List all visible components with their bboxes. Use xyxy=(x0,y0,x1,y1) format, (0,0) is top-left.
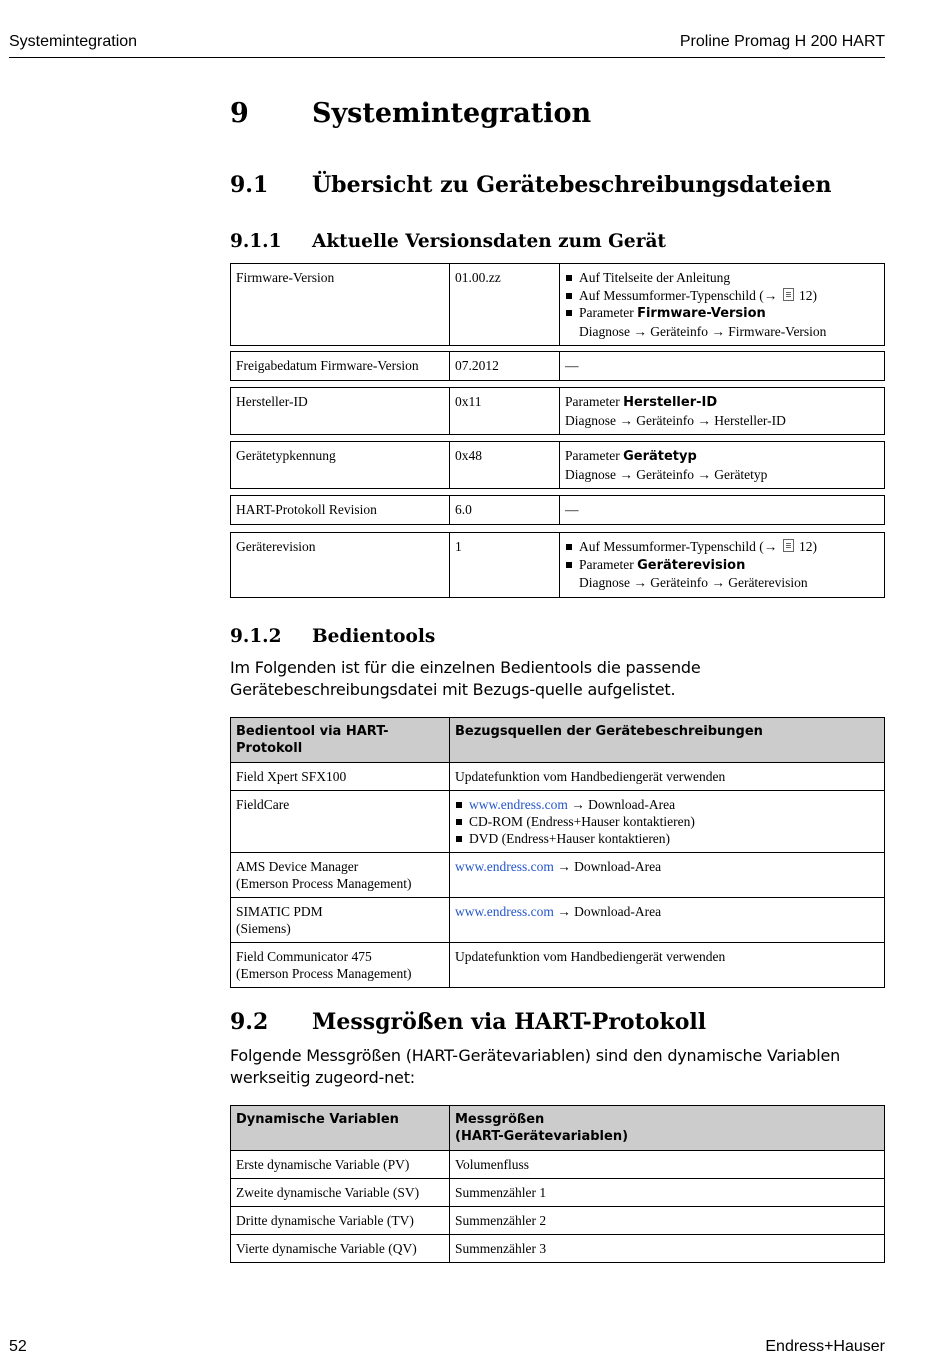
subsection-title: Aktuelle Versionsdaten zum Gerät xyxy=(312,231,666,252)
list-item: Auf Messumformer-Typenschild (→ 12) xyxy=(565,538,879,556)
chapter-number: 9 xyxy=(230,98,249,129)
table-row xyxy=(231,1151,885,1179)
menu-path: Diagnose → Geräteinfo → Firmware-Version xyxy=(579,323,827,339)
table-row xyxy=(231,442,885,489)
section-number: 9.2 xyxy=(230,1009,269,1035)
table-header-row xyxy=(231,1106,885,1151)
row-source xyxy=(560,533,885,598)
source-cell: Updatefunktion vom Handbediengerät verwenden xyxy=(450,943,885,988)
intro-paragraph-tools: Im Folgenden ist für die einzelnen Bedientools die passende Gerätebeschreibungsdatei mit Bezugs-quelle aufgelistet. xyxy=(230,658,701,699)
list-item: Parameter Geräterevision Diagnose → Geräteinfo → Geräterevision xyxy=(565,556,879,592)
row-source xyxy=(560,264,885,346)
variable-cell: Erste dynamische Variable (PV) xyxy=(231,1151,450,1179)
table-row xyxy=(231,1235,885,1263)
source-cell xyxy=(450,791,885,853)
row-label: Firmware-Version xyxy=(231,264,450,346)
table-row xyxy=(231,791,885,853)
section-title: Messgrößen via HART-Protokoll xyxy=(312,1009,707,1035)
list-item: www.endress.com → Download-Area xyxy=(455,796,879,813)
row-value: 1 xyxy=(450,533,560,598)
table-row xyxy=(231,352,885,381)
row-label: Freigabedatum Firmware-Version xyxy=(231,352,450,381)
row-value: 6.0 xyxy=(450,496,560,525)
value-cell: Summenzähler 3 xyxy=(450,1235,885,1263)
subsection-number: 9.1.2 xyxy=(230,626,282,647)
firmware-version-table xyxy=(230,263,885,346)
manufacturer-id-table xyxy=(230,387,885,435)
hart-revision-table xyxy=(230,495,885,525)
menu-path: Diagnose → Geräteinfo → Geräterevision xyxy=(579,575,808,590)
chapter-title: Systemintegration xyxy=(312,98,592,129)
release-date-table xyxy=(230,351,885,381)
tool-cell: Field Communicator 475 (Emerson Process Management) xyxy=(231,943,450,988)
row-value: 0x11 xyxy=(450,388,560,435)
page-number: 52 xyxy=(9,1338,27,1355)
list-item: CD-ROM (Endress+Hauser kontaktieren) xyxy=(455,813,879,830)
subsection-title: Bedientools xyxy=(312,626,436,647)
intro-paragraph-variables: Folgende Messgrößen (HART-Gerätevariablen) sind den dynamische Variablen werkseitig zugeord-net: xyxy=(230,1046,841,1087)
subsection-heading-9-1-1 xyxy=(230,231,666,252)
column-header: Dynamische Variablen xyxy=(231,1106,450,1151)
value-cell: Summenzähler 2 xyxy=(450,1207,885,1235)
table-row xyxy=(231,264,885,346)
source-cell: Updatefunktion vom Handbediengerät verwenden xyxy=(450,763,885,791)
device-revision-table xyxy=(230,532,885,598)
endress-link[interactable]: www.endress.com xyxy=(455,904,554,919)
menu-path: Diagnose → Geräteinfo → Hersteller-ID xyxy=(565,412,786,428)
source-cell: www.endress.com → Download-Area xyxy=(450,898,885,943)
table-row xyxy=(231,1207,885,1235)
table-row xyxy=(231,1179,885,1207)
row-source: — xyxy=(560,496,885,525)
list-item: Auf Messumformer-Typenschild (→ 12) xyxy=(565,287,879,305)
table-row xyxy=(231,496,885,525)
dynamic-variables-table xyxy=(230,1105,885,1263)
menu-path: Diagnose → Geräteinfo → Gerätetyp xyxy=(565,466,768,482)
value-cell: Volumenfluss xyxy=(450,1151,885,1179)
row-label: Hersteller-ID xyxy=(231,388,450,435)
operating-tools-table xyxy=(230,717,885,988)
tool-cell: Field Xpert SFX100 xyxy=(231,763,450,791)
subsection-heading-9-1-2 xyxy=(230,626,435,647)
row-value: 07.2012 xyxy=(450,352,560,381)
table-row xyxy=(231,388,885,435)
value-cell: Summenzähler 1 xyxy=(450,1179,885,1207)
header-rule xyxy=(9,57,885,58)
source-cell: www.endress.com → Download-Area xyxy=(450,853,885,898)
endress-link[interactable]: www.endress.com xyxy=(469,797,568,812)
table-row xyxy=(231,763,885,791)
column-header: Bedientool via HART-Protokoll xyxy=(231,718,450,763)
list-item: Parameter Firmware-Version Diagnose → Geräteinfo → Firmware-Version xyxy=(565,304,879,340)
subsection-number: 9.1.1 xyxy=(230,231,282,252)
section-title: Übersicht zu Gerätebeschreibungsdateien xyxy=(312,172,832,198)
table-header-row xyxy=(231,718,885,763)
tool-cell: AMS Device Manager (Emerson Process Management) xyxy=(231,853,450,898)
footer-brand: Endress+Hauser xyxy=(765,1338,885,1355)
section-number: 9.1 xyxy=(230,172,269,198)
row-value: 0x48 xyxy=(450,442,560,489)
row-label: Gerätetypkennung xyxy=(231,442,450,489)
column-header: Bezugsquellen der Gerätebeschreibungen xyxy=(450,718,885,763)
list-item: Auf Titelseite der Anleitung xyxy=(565,269,879,287)
endress-link[interactable]: www.endress.com xyxy=(455,859,554,874)
row-source: Parameter Hersteller-ID Diagnose → Geräteinfo → Hersteller-ID xyxy=(560,388,885,435)
table-row xyxy=(231,533,885,598)
list-item: DVD (Endress+Hauser kontaktieren) xyxy=(455,830,879,847)
table-row xyxy=(231,898,885,943)
table-row xyxy=(231,943,885,988)
running-header-section: Systemintegration xyxy=(9,33,138,50)
tool-cell: SIMATIC PDM (Siemens) xyxy=(231,898,450,943)
variable-cell: Zweite dynamische Variable (SV) xyxy=(231,1179,450,1207)
variable-cell: Dritte dynamische Variable (TV) xyxy=(231,1207,450,1235)
row-source: Parameter Gerätetyp Diagnose → Geräteinfo → Gerätetyp xyxy=(560,442,885,489)
document-page-icon xyxy=(783,288,794,301)
running-header-product: Proline Promag H 200 HART xyxy=(679,33,885,50)
row-source: — xyxy=(560,352,885,381)
section-heading-9-2 xyxy=(230,1009,706,1035)
variable-cell: Vierte dynamische Variable (QV) xyxy=(231,1235,450,1263)
table-row xyxy=(231,853,885,898)
chapter-heading xyxy=(230,98,591,129)
tool-cell: FieldCare xyxy=(231,791,450,853)
document-page-icon xyxy=(783,539,794,552)
device-type-table xyxy=(230,441,885,489)
row-label: HART-Protokoll Revision xyxy=(231,496,450,525)
column-header: Messgrößen (HART-Gerätevariablen) xyxy=(450,1106,885,1151)
row-label: Geräterevision xyxy=(231,533,450,598)
row-value: 01.00.zz xyxy=(450,264,560,346)
section-heading-9-1 xyxy=(230,172,831,198)
